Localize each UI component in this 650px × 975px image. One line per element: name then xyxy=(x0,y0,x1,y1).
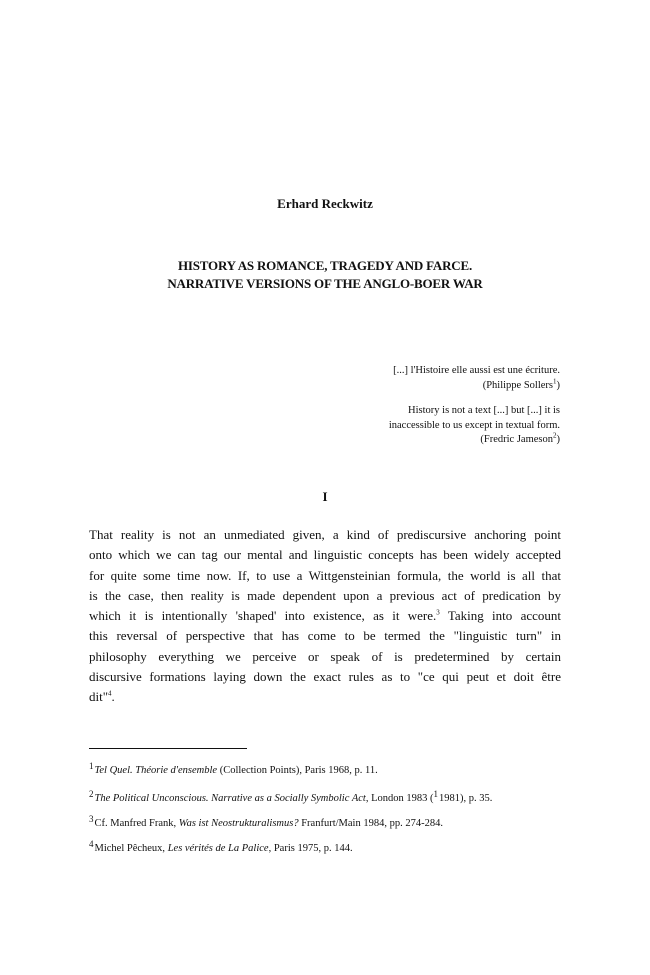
epigraph-source: (Philippe Sollers$^1$) xyxy=(482,377,560,391)
footnote-2: 2The Political Unconscious. Narrative as a Socially Symbolic Act, London 1983 (11981), p. 35. xyxy=(89,788,493,804)
author-name: Erhard Reckwitz xyxy=(277,196,373,211)
footnote-1: 1Tel Quel. Théorie d'ensemble (Collection Points), Paris 1968, p. 11. xyxy=(89,760,378,776)
footnote-ref: 4 xyxy=(108,690,112,699)
footnote-3: 3Cf. Manfred Frank, Was ist Neostrukturalismus? Franfurt/Main 1984, pp. 274-284. xyxy=(89,813,443,829)
footnote-ref: 3 xyxy=(436,608,440,617)
body-line: which it is intentionally 'shaped' into existence, as it were.$^3$ Taking into account xyxy=(89,608,561,624)
body-line: this reversal of perspective that has come to be termed the "linguistic turn" in xyxy=(89,628,561,644)
section-numeral: I xyxy=(322,489,328,504)
epigraph-quote-line-1: History is not a text [...] but [...] it is xyxy=(408,405,560,416)
footnote-ref: 2 xyxy=(553,431,557,440)
body-paragraph xyxy=(89,525,561,708)
body-line: dit"$^4$. xyxy=(89,689,115,705)
footnote-4: 4Michel Pêcheux, Les vérités de La Palice, Paris 1975, p. 144. xyxy=(89,838,353,854)
body-line: is the case, then reality is made dependent upon a previous act of predication by xyxy=(89,587,561,603)
footnote-divider xyxy=(89,748,247,749)
body-line: That reality is not an unmediated given, a kind of prediscursive anchoring point xyxy=(89,527,561,542)
epigraph-sollers xyxy=(300,364,560,393)
epigraph-source: (Fredric Jameson$^2$) xyxy=(480,431,560,445)
body-line: onto which we can tag our mental and linguistic concepts has been widely accepted xyxy=(89,547,561,563)
epigraph-quote-line-2: inaccessible to us except in textual form. xyxy=(388,419,560,431)
title-line-1: HISTORY AS ROMANCE, TRAGEDY AND FARCE. xyxy=(178,258,472,273)
epigraph-quote: [...] l'Histoire elle aussi est une écriture. xyxy=(393,365,560,376)
body-line: philosophy everything we perceive or speak of is predetermined by certain xyxy=(89,648,561,664)
title-line-2: NARRATIVE VERSIONS OF THE ANGLO-BOER WAR xyxy=(167,276,483,291)
body-line: discursive formations laying down the exact rules as to "ce qui peut et doit être xyxy=(89,669,561,685)
footnote-ref: 1 xyxy=(553,377,557,385)
body-line: for quite some time now. If, to use a Wittgensteinian formula, the world is all that xyxy=(89,567,561,583)
epigraph-jameson xyxy=(300,404,560,448)
